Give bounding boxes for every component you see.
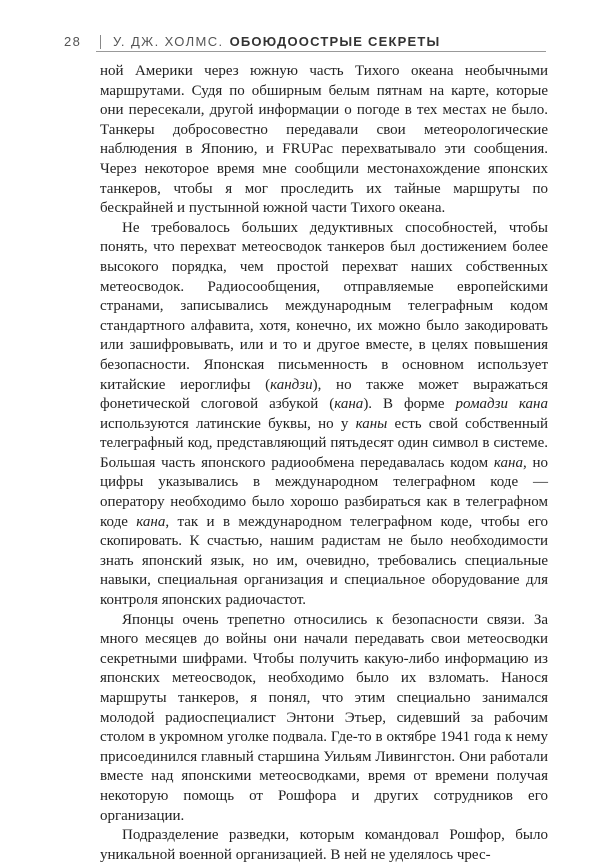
paragraph-p3: [100, 611, 548, 827]
text-run: Не требовалось больших дедуктивных способностей, чтобы понять, что перехват метеосводок танкеров был достижением более высокого порядка, чем простой перехват наших собственных метеосводок. Радиосообщения, отправляемые европейскими странами, записывались международным телеграфным кодом стандартного алфавита, хотя, конечно, их можно было закодировать или зашифровывать, или и то и другое вместе, в целях повышения безопасности. Японская письменность в основном использует китайские иероглифы (: [100, 219, 548, 393]
text-run: ), но также может выражаться фонетической слоговой азбукой (: [100, 376, 548, 413]
italic-term: кана: [136, 513, 166, 530]
text-run: ). В форме: [363, 396, 456, 413]
text-run: Японцы очень трепетно относились к безопасности связи. За много месяцев до войны они начали передавать свои метеосводки секретными шифрами. Чтобы получить какую-либо информацию из японских метеосводок, необходимо было их взломать. Нанося маршруты танкеров, я понял, что этим специально занимался молодой радиоспециалист Энтони Этьер, сидевший за рабочим столом в укромном уголке подвала. Где-то в октябре 1941 года к нему присоединился главный старшина Уильям Ливингстон. Они работали вместе над японскими метеосводками, время от времени получая некоторую помощь от Рошфора и других сотрудников его организации.: [100, 611, 548, 824]
text-run: , так и в международном телеграфном коде, чтобы его скопировать. К счастью, нашим радистам не было необходимости знать японский язык, но им, очевидно, требовались специальные навыки, специальная организация и специальное оборудование для контроля японских радиочастот.: [100, 513, 548, 609]
running-title: ОБОЮДООСТРЫЕ СЕКРЕТЫ: [229, 34, 441, 49]
paragraph-p2: [100, 219, 548, 611]
paragraph-p4: [100, 826, 548, 865]
running-author: У. ДЖ. ХОЛМС.: [113, 34, 224, 49]
text-run: , но цифры указывались в международном телеграфном коде — оператору необходимо было хорошо разбираться как в телеграфном коде: [100, 454, 549, 530]
italic-term: кана: [334, 396, 364, 413]
italic-term: каны: [355, 415, 388, 432]
italic-term: ромадзи кана: [455, 396, 548, 413]
text-run: ной Америки через южную часть Тихого океана необычными маршрутами. Судя по обширным белым пятнам на карте, которые они пересекали, другой информации о погоде в тех местах не было. Танкеры добросовестно передавали свои метеорологические наблюдения в Японию, и FRUPac перехватывало эти сообщения. Через некоторое время мне сообщили местонахождение японских танкеров, чтобы я мог проследить их тайные маршруты по бескрайней и пустынной южной части Тихого океана.: [100, 63, 548, 217]
header-rule: [96, 51, 546, 52]
italic-term: кандзи: [270, 376, 313, 393]
page-body-text: [100, 62, 548, 865]
text-run: есть свой собственный телеграфный код, представляющий пятьдесят один символ в системе. Большая часть японского радиообмена передавалась кодом: [100, 415, 548, 471]
header-divider: [100, 35, 101, 49]
paragraph-p1: [100, 62, 548, 219]
running-header: [64, 34, 560, 49]
text-run: используются латинские буквы, но у: [100, 415, 356, 432]
italic-term: кана: [493, 454, 523, 471]
text-run: Подразделение разведки, которым командовал Рошфор, было уникальной военной организацией. В ней не уделялось чрес-: [100, 827, 548, 863]
page-number: 28: [64, 34, 82, 49]
